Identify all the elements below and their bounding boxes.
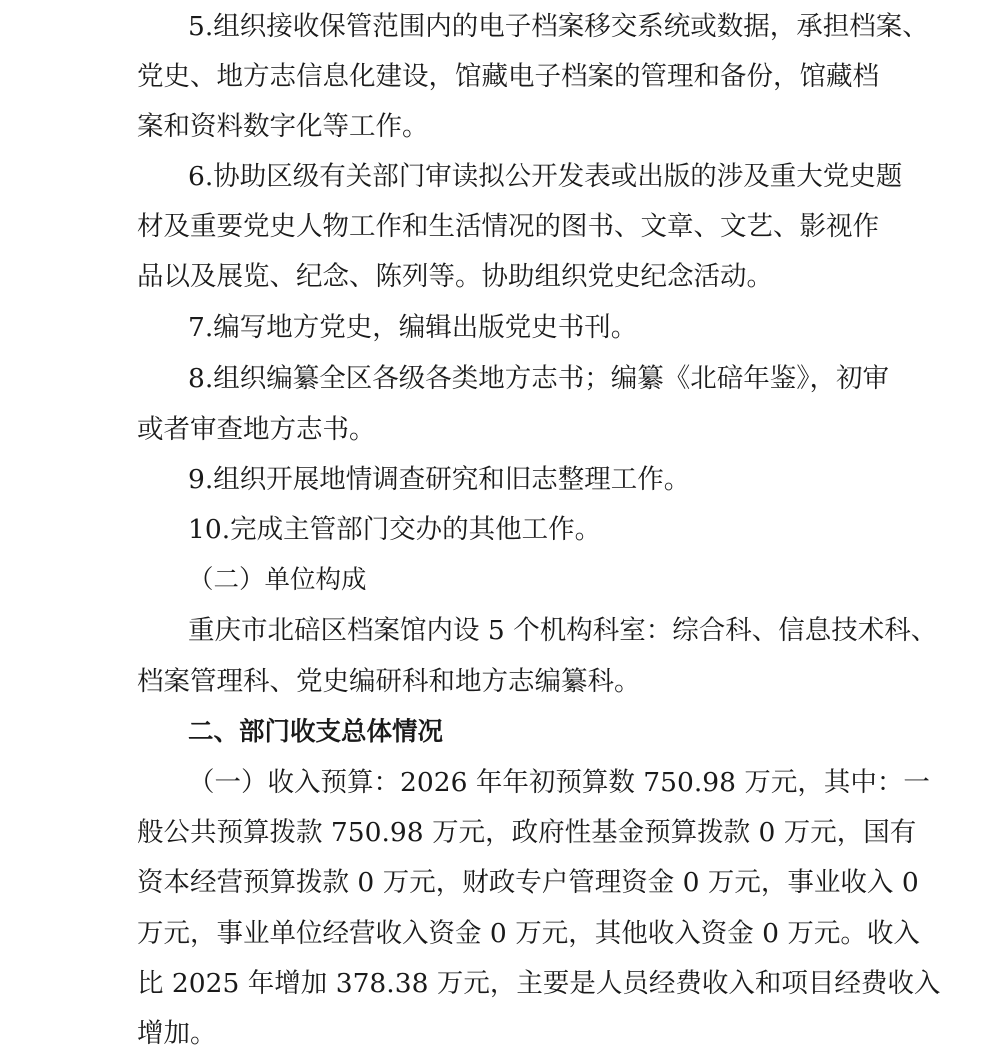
text-line: 案和资料数字化等工作。: [137, 111, 429, 142]
text-line: 5.组织接收保管范围内的电子档案移交系统或数据，承担档案、: [188, 11, 929, 42]
text-line: 9.组织开展地情调查研究和旧志整理工作。: [188, 464, 691, 495]
section-heading: 二、部门收支总体情况: [188, 717, 444, 747]
text-line: 资本经营预算拨款 0 万元，财政专户管理资金 0 万元，事业收入 0: [137, 867, 919, 898]
section-subheading: （二）单位构成: [188, 565, 367, 595]
text-line: 8.组织编纂全区各级各类地方志书；编纂《北碚年鉴》，初审: [188, 363, 890, 394]
text-line: 10.完成主管部门交办的其他工作。: [188, 514, 602, 545]
text-line: 比 2025 年增加 378.38 万元，主要是人员经费收入和项目经费收入: [137, 968, 941, 999]
text-line: 重庆市北碚区档案馆内设 5 个机构科室：综合科、信息技术科、: [188, 615, 938, 646]
text-line: 材及重要党史人物工作和生活情况的图书、文章、文艺、影视作: [137, 211, 879, 242]
text-line: 7.编写地方党史，编辑出版党史书刊。: [188, 312, 638, 343]
text-line: 档案管理科、党史编研科和地方志编纂科。: [137, 666, 641, 697]
text-line: 万元，事业单位经营收入资金 0 万元，其他收入资金 0 万元。收入: [137, 918, 920, 949]
text-line: 或者审查地方志书。: [137, 414, 376, 445]
text-line: 般公共预算拨款 750.98 万元，政府性基金预算拨款 0 万元，国有: [137, 817, 917, 848]
text-line: 品以及展览、纪念、陈列等。协助组织党史纪念活动。: [137, 261, 773, 292]
text-line: 6.协助区级有关部门审读拟公开发表或出版的涉及重大党史题: [188, 161, 903, 192]
text-line: 党史、地方志信息化建设，馆藏电子档案的管理和备份，馆藏档: [137, 61, 879, 92]
text-line: 增加。: [137, 1018, 217, 1049]
text-line: （一）收入预算：2026 年年初预算数 750.98 万元，其中：一: [188, 767, 930, 798]
